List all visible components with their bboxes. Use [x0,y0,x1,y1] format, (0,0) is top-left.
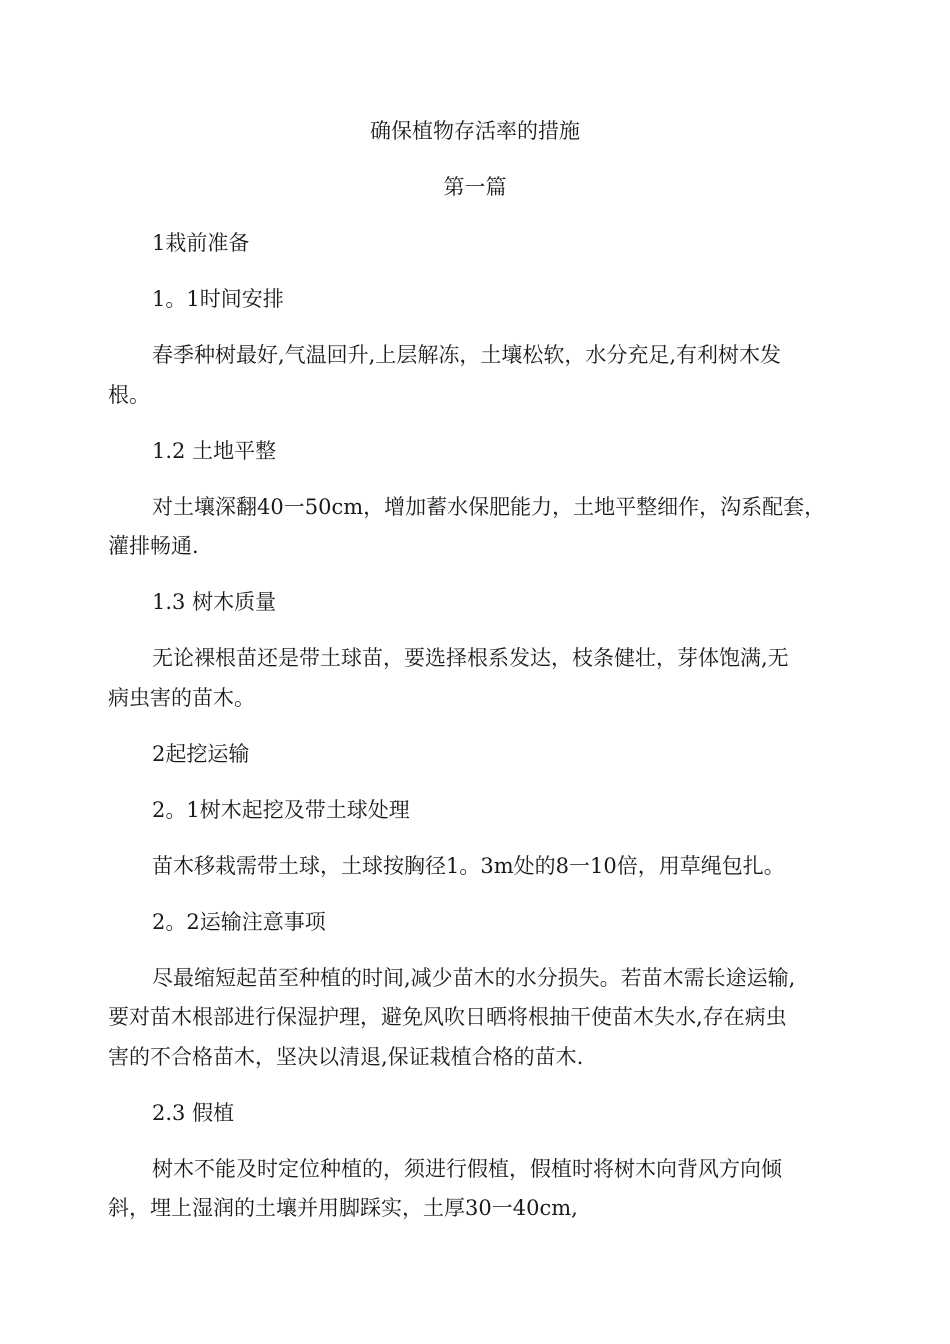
paragraph-line: 病虫害的苗木。 [108,686,255,710]
subsection-heading-1-1: 1。1时间安排 [152,287,284,311]
paragraph-line: 苗木移栽需带土球，土球按胸径1。3m处的8一10倍，用草绳包扎。 [152,854,785,878]
paragraph-line: 对土壤深翻40一50cm，增加蓄水保肥能力，土地平整细作，沟系配套， [152,495,826,519]
paragraph-line: 树木不能及时定位种植的，须进行假植，假植时将树木向背风方向倾 [152,1157,782,1181]
document-subtitle: 第一篇 [443,175,507,199]
paragraph-line: 要对苗木根部进行保湿护理，避免风吹日晒将根抽干使苗木失水,存在病虫 [108,1005,787,1029]
paragraph-line: 害的不合格苗木，坚决以清退,保证栽植合格的苗木. [108,1045,584,1069]
subsection-heading-2-1: 2。1树木起挖及带土球处理 [152,798,410,822]
paragraph-line: 根。 [108,383,150,407]
subsection-heading-2-3: 2.3 假植 [152,1101,235,1125]
section-heading-2: 2起挖运输 [152,742,250,766]
paragraph-line: 无论裸根苗还是带土球苗，要选择根系发达，枝条健壮，芽体饱满,无 [152,646,789,670]
paragraph-line: 斜，埋上湿润的土壤并用脚踩实，土厚30一40cm, [108,1196,578,1220]
paragraph-line: 灌排畅通. [108,534,199,558]
document-title: 确保植物存活率的措施 [370,119,580,143]
subsection-heading-2-2: 2。2运输注意事项 [152,910,326,934]
paragraph-line: 春季种树最好,气温回升,上层解冻，土壤松软，水分充足,有利树木发 [152,343,782,367]
subsection-heading-1-2: 1.2 土地平整 [152,439,277,463]
paragraph-line: 尽最缩短起苗至种植的时间,减少苗木的水分损失。若苗木需长途运输, [152,966,796,990]
subsection-heading-1-3: 1.3 树木质量 [152,590,277,614]
section-heading-1: 1栽前准备 [152,231,250,255]
